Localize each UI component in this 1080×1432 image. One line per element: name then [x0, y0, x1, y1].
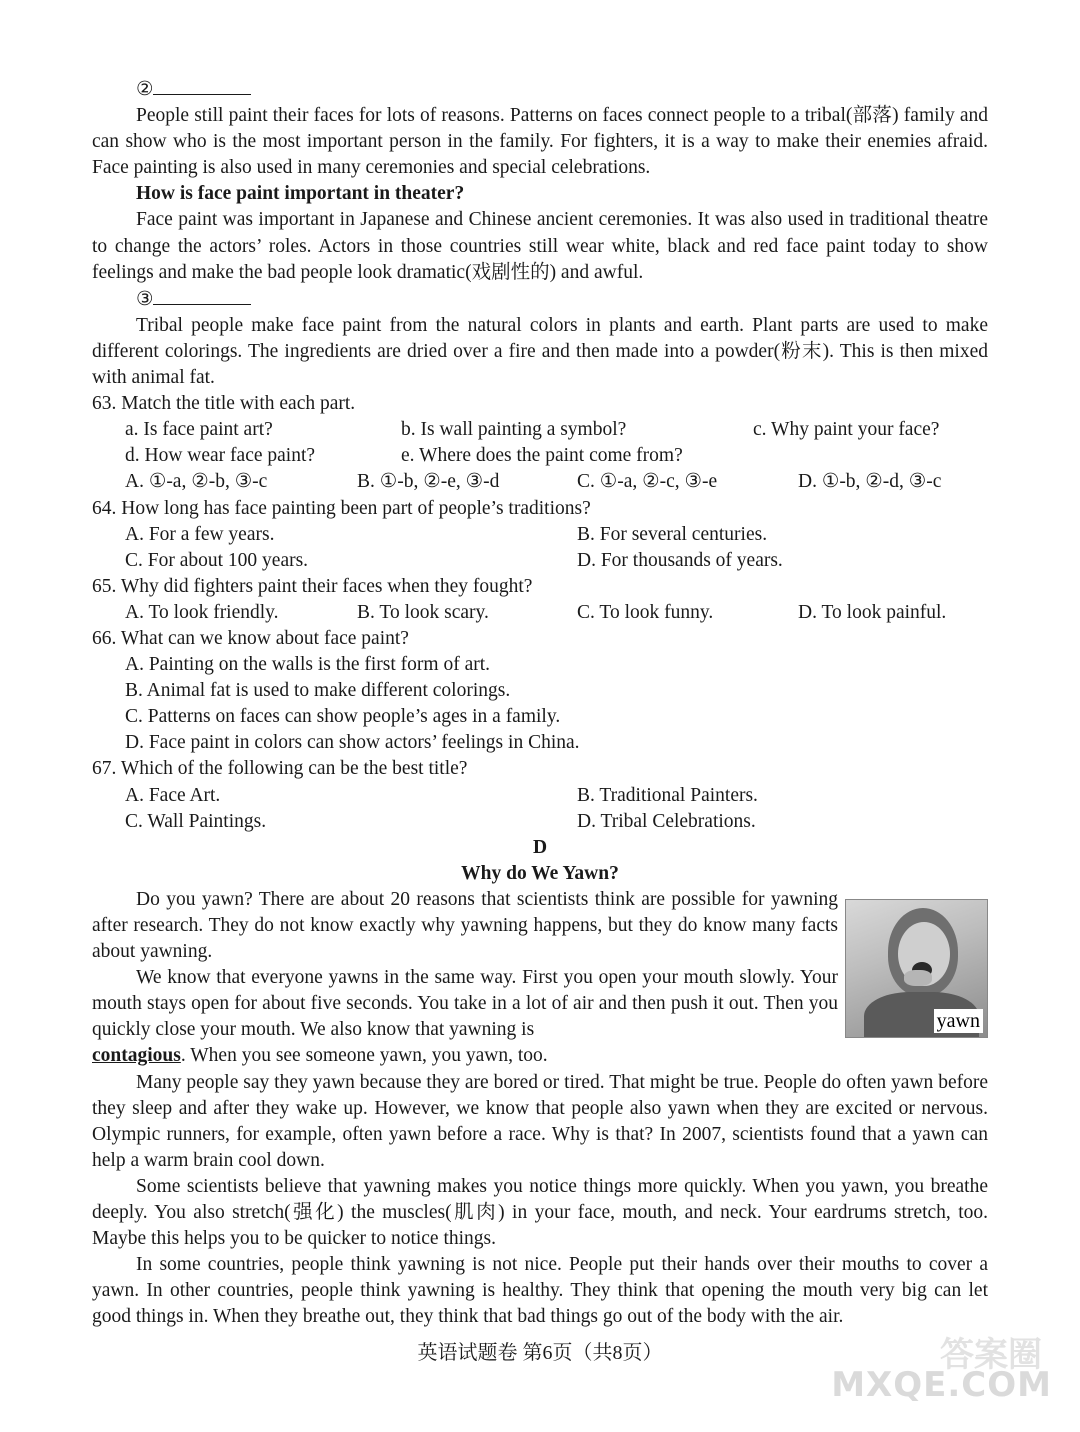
option-b: B. Animal fat is used to make different colorings. — [125, 680, 511, 702]
passage-intro — [92, 887, 838, 1044]
theater-heading: How is face paint important in theater? — [136, 183, 465, 205]
option-d: D. To look painful. — [798, 601, 947, 623]
passage-paragraph-2: We know that everyone yawns in the same way. First you open your mouth slowly. Your mouth stays open for about five seconds. You take in a lot of air and then push it out. Then you quickly close your mouth. We also know that yawning is — [92, 967, 838, 1041]
title-d: d. How wear face paint? — [125, 445, 316, 467]
paragraph-2: People still paint their faces for lots of reasons. Patterns on faces connect people to a tribal(部落) family and can show who is the most important person in the family. For fighters, it is a way to make their enemies afraid. Face painting is also used in many ceremonies and special celebrations. — [92, 105, 988, 179]
question-63-titles-row-2 — [92, 443, 988, 469]
watermark-logo: 答案圈 — [940, 1335, 1042, 1375]
option-b: B. Traditional Painters. — [577, 784, 758, 806]
passage-title: Why do We Yawn? — [461, 862, 619, 884]
option-b: B. For several centuries. — [577, 523, 768, 545]
passage-paragraph-3: Many people say they yawn because they are bored or tired. That might be true. People do often yawn before they sleep and after they wake up. However, we know that people also yawn when they are excited or nervous. Olympic runners, for example, often yawn before a race. Why is that? In 2007, scientists found that a yawn can help a warm brain cool down. — [92, 1071, 988, 1171]
paragraph-3: Tribal people make face paint from the natural colors in plants and earth. Plant parts are used to make different colorings. The ingredients are dried over a fire and then made into a powder(粉末). This is then mixed with animal fat. — [92, 314, 988, 389]
part-2-marker: ② — [92, 76, 988, 103]
question-66-stem: 66. What can we know about face paint? — [92, 627, 409, 649]
option-d: D. ①-b, ②-d, ③-c — [798, 471, 942, 493]
title-b: b. Is wall painting a symbol? — [401, 419, 627, 441]
option-c: C. Patterns on faces can show people’s ages in a family. — [125, 706, 561, 728]
option-d: D. For thousands of years. — [577, 549, 783, 571]
title-e: e. Where does the paint come from? — [401, 445, 683, 467]
question-64-options-row-2 — [92, 548, 988, 574]
watermark-url: MXQE.COM — [831, 1365, 1052, 1405]
answer-blank-2 — [153, 76, 251, 95]
passage-paragraph-1: Do you yawn? There are about 20 reasons that scientists think are possible for yawning after research. They do not know exactly why yawning happens, but they do know many facts about yawning. — [92, 888, 838, 963]
passage-paragraph-4: Some scientists believe that yawning makes you notice things more quickly. When you yawn, you breathe deeply. You also stretch(强化) the muscles(肌肉) in your face, mouth, and neck. Your eardrums stretch, too. Maybe this helps you to be quicker to notice things. — [92, 1175, 988, 1250]
option-c: C. Wall Paintings. — [125, 810, 267, 832]
photo-label: yawn — [934, 1009, 983, 1033]
option-d: D. Tribal Celebrations. — [577, 810, 756, 832]
passage-paragraph-5: In some countries, people think yawning is not nice. People put their hands over their mouths to cover a yawn. In other countries, people think yawning is healthy. They think that opening the mouth very big can let good things in. When they breathe out, they think that bad things go out of the body with the air. — [92, 1254, 988, 1328]
option-d: D. Face paint in colors can show actors’ feelings in China. — [125, 732, 580, 754]
option-b: B. To look scary. — [357, 601, 489, 623]
passage-paragraph-2-end: contagious. When you see someone yawn, you yawn, too. — [92, 1045, 548, 1067]
question-64-options-row-1 — [92, 522, 988, 548]
option-b: B. ①-b, ②-e, ③-d — [357, 471, 500, 493]
answer-blank-3 — [153, 286, 251, 305]
question-63-stem: 63. Match the title with each part. — [92, 393, 356, 415]
option-a: A. For a few years. — [125, 523, 275, 545]
title-a: a. Is face paint art? — [125, 419, 273, 441]
option-c: C. To look funny. — [577, 601, 714, 623]
option-c: C. For about 100 years. — [125, 549, 309, 571]
option-c: C. ①-a, ②-c, ③-e — [577, 471, 718, 493]
question-63-titles-row-1 — [92, 417, 988, 443]
question-65-options — [92, 600, 988, 626]
exam-page — [92, 76, 988, 1331]
paragraph-theater: Face paint was important in Japanese and Chinese ancient ceremonies. It was also used in traditional theatre to change the actors’ roles. Actors in those countries still wear white, black and red face paint today to show feelings and make the bad people look dramatic(戏剧性的) and awful. — [92, 209, 988, 283]
option-a: A. To look friendly. — [125, 601, 279, 623]
page-footer: 英语试题卷 第6页（共8页） — [417, 1342, 663, 1364]
option-a: A. ①-a, ②-b, ③-c — [125, 471, 268, 493]
part-3-marker: ③ — [92, 286, 988, 313]
keyword-contagious: contagious — [92, 1045, 181, 1067]
option-a: A. Face Art. — [125, 784, 221, 806]
question-67-options-row-1 — [92, 783, 988, 809]
question-65-stem: 65. Why did fighters paint their faces when they fought? — [92, 575, 533, 597]
question-63-options — [92, 469, 988, 495]
section-letter: D — [532, 836, 548, 858]
title-c: c. Why paint your face? — [753, 419, 940, 441]
option-a: A. Painting on the walls is the first form of art. — [125, 654, 491, 676]
question-64-stem: 64. How long has face painting been part of people’s traditions? — [92, 497, 591, 519]
question-67-stem: 67. Which of the following can be the best title? — [92, 758, 468, 780]
yawning-woman-photo — [845, 899, 988, 1038]
question-67-options-row-2 — [92, 809, 988, 835]
